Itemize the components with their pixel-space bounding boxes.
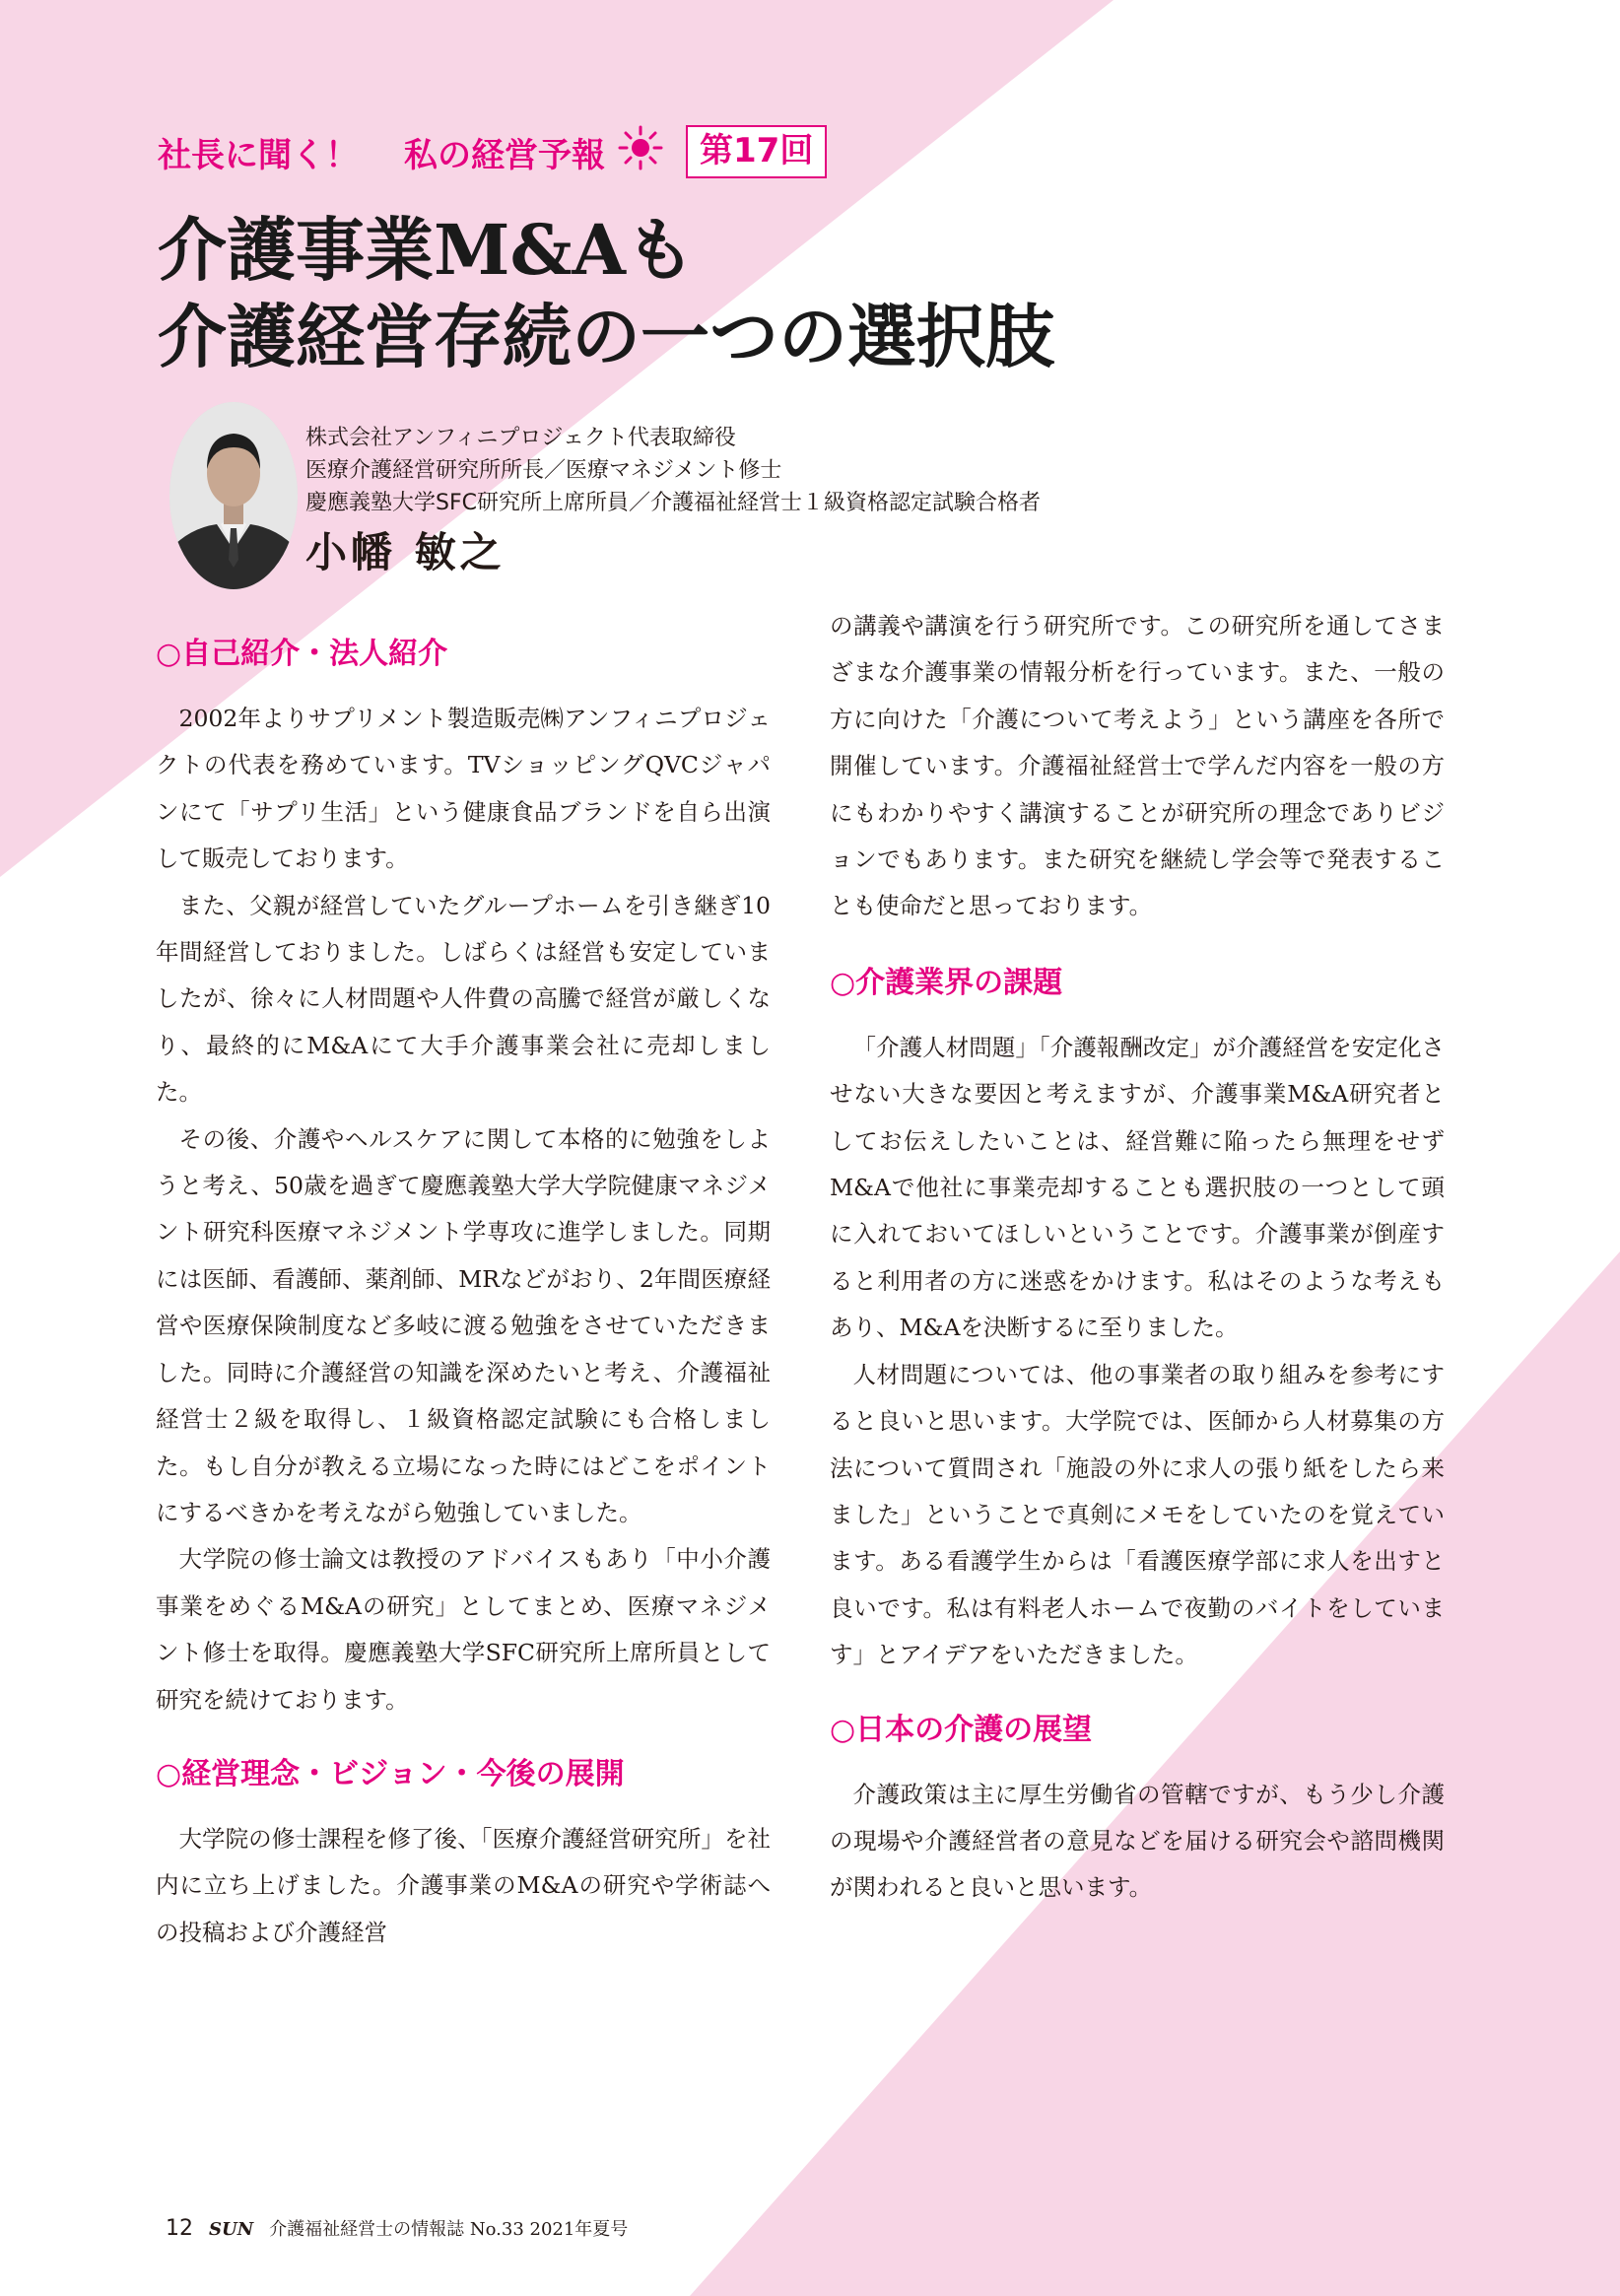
section-heading-self-intro: ○自己紹介・法人紹介 — [156, 637, 448, 671]
section-heading-outlook: ○日本の介護の展望 — [830, 1712, 1093, 1747]
author-info — [305, 422, 1041, 580]
author-portrait — [169, 402, 298, 589]
article-title — [158, 207, 1340, 380]
publication-info: 介護福祉経営士の情報誌 No.33 2021年夏号 — [269, 2219, 629, 2240]
left-column — [156, 631, 771, 1956]
page-number: 12 — [166, 2216, 193, 2241]
paragraph: また、父親が経営していたグループホームを引き継ぎ10年間経営しておりました。しばらくは経営も安定していましたが、徐々に人材問題や人件費の高騰で経営が厳しくなり、最終的にM&Aにて大手介護事業会社に売却しました。 — [156, 891, 771, 1107]
section-heading-industry-issues: ○介護業界の課題 — [830, 965, 1063, 1000]
series-label-forecast: 私の経営予報 — [404, 135, 605, 175]
magazine-logo: SUN — [209, 2219, 254, 2240]
title-line-2: 介護経営存続の一つの選択肢 — [158, 296, 1054, 377]
paragraph: 大学院の修士論文は教授のアドバイスもあり「中小介護事業をめぐるM&Aの研究」としてまとめ、医療マネジメント修士を取得。慶應義塾大学SFC研究所上席所員として研究を続けております。 — [156, 1545, 771, 1714]
paragraph: 大学院の修士課程を修了後、「医療介護経営研究所」を社内に立ち上げました。介護事業のM&Aの研究や学術誌への投稿および介護経営 — [156, 1824, 771, 1946]
author-role-2: 医療介護経営研究所所長／医療マネジメント修士 — [305, 458, 782, 483]
page-footer — [166, 2215, 628, 2241]
right-column — [830, 603, 1445, 1912]
series-label-ask-president: 社長に聞く！ — [158, 135, 359, 175]
paragraph: その後、介護やヘルスケアに関して本格的に勉強をしようと考え、50歳を過ぎて慶應義塾大学大学院健康マネジメント研究科医療マネジメント学専攻に進学しました。同期には医師、看護師、薬剤師、MRなどがおり、2年間医療経営や医療保険制度など多岐に渡る勉強をさせていただきました。同時に介護経営の知識を深めたいと考え、介護福祉経営士２級を取得し、１級資格認定試験にも合格しました。もし自分が教える立場になった時にはどこをポイントにするべきかを考えながら勉強していました。 — [156, 1124, 771, 1526]
sun-icon — [617, 124, 664, 180]
author-role-3: 慶應義塾大学SFC研究所上席所員／介護福祉経営士１級資格認定試験合格者 — [305, 491, 1041, 515]
paragraph: 人材問題については、他の事業者の取り組みを参考にすると良いと思います。大学院では、医師から人材募集の方法について質問され「施設の外に求人の張り紙をしたら来ました」ということで真剣にメモをしていたのを覚えています。ある看護学生からは「看護医療学部に求人を出すと良いです。私は有料老人ホームで夜勤のバイトをしています」とアイデアをいただきました。 — [830, 1360, 1445, 1669]
author-role-1: 株式会社アンフィニプロジェクト代表取締役 — [305, 426, 736, 450]
title-line-1: 介護事業M&Aも — [158, 209, 695, 291]
series-header — [158, 126, 827, 177]
issue-badge: 第17回 — [686, 125, 827, 178]
section-heading-philosophy: ○経営理念・ビジョン・今後の展開 — [156, 1756, 625, 1791]
paragraph-continued: の講義や講演を行う研究所です。この研究所を通してさまざまな介護事業の情報分析を行っています。また、一般の方に向けた「介護について考えよう」という講座を各所で開催しています。介護福祉経営士で学んだ内容を一般の方にもわかりやすく講演することが研究所の理念でありビジョンでもあります。また研究を継続し学会等で発表することも使命だと思っております。 — [830, 612, 1445, 920]
author-name: 小幡 敏之 — [305, 528, 506, 576]
paragraph: 2002年よりサプリメント製造販売㈱アンフィニプロジェクトの代表を務めています。TVショッピングQVCジャパンにて「サプリ生活」という健康食品ブランドを自ら出演して販売しております。 — [156, 705, 771, 873]
paragraph: 介護政策は主に厚生労働省の管轄ですが、もう少し介護の現場や介護経営者の意見などを届ける研究会や諮問機関が関われると良いと思います。 — [830, 1780, 1445, 1902]
paragraph: 「介護人材問題」「介護報酬改定」が介護経営を安定化させない大きな要因と考えますが、介護事業M&A研究者としてお伝えしたいことは、経営難に陥ったら無理をせずM&Aで他社に事業売却することも選択肢の一つとして頭に入れておいてほしいということです。介護事業が倒産すると利用者の方に迷惑をかけます。私はそのような考えもあり、M&Aを決断するに至りました。 — [830, 1033, 1445, 1342]
